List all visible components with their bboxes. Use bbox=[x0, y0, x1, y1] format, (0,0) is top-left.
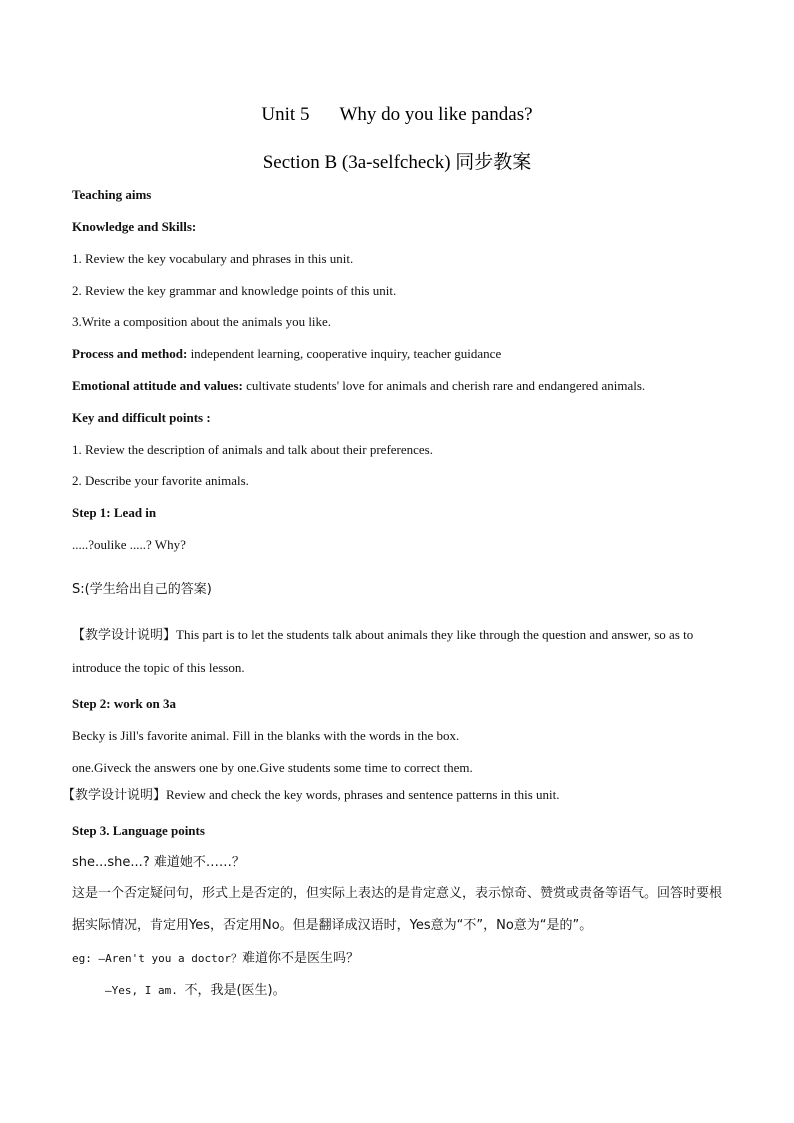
design-note-text: This part is to let the students talk about animals they like through the question and answer, so as to introduce the topic of this lesson. bbox=[72, 627, 694, 675]
knowledge-item: 2. Review the key grammar and knowledge points of this unit. bbox=[72, 283, 397, 298]
example-answer-line bbox=[105, 981, 286, 1000]
example-question-line bbox=[72, 949, 359, 968]
design-note-label: 【教学设计说明】 bbox=[72, 628, 177, 643]
example-label: eg: bbox=[72, 952, 99, 965]
document-subtitle: Section B (3a-selfcheck) 同步教案 bbox=[262, 152, 532, 173]
document-title bbox=[0, 104, 794, 126]
example-answer-translation: 不，我是(医生)。 bbox=[184, 983, 286, 998]
example-answer: —Yes, I am. bbox=[105, 984, 185, 997]
knowledge-item: 1. Review the key vocabulary and phrases in this unit. bbox=[72, 251, 354, 266]
heading-teaching-aims: Teaching aims bbox=[72, 187, 152, 202]
language-point: she...she...? 难道她不……？ bbox=[72, 855, 245, 870]
process-method-text: independent learning, cooperative inquiry, teacher guidance bbox=[187, 346, 502, 361]
step2-line: one.Giveck the answers one by one.Give students some time to correct them. bbox=[72, 760, 473, 775]
heading-knowledge-skills: Knowledge and Skills: bbox=[72, 219, 197, 234]
step2-design-note bbox=[62, 786, 560, 805]
key-point-item: 2. Describe your favorite animals. bbox=[72, 473, 249, 488]
key-point-item: 1. Review the description of animals and talk about their preferences. bbox=[72, 442, 433, 457]
design-note-text: Review and check the key words, phrases and sentence patterns in this unit. bbox=[166, 787, 560, 802]
title-question: Why do you like pandas? bbox=[339, 104, 533, 125]
example-question: —Aren't you a doctor？ bbox=[98, 952, 242, 965]
process-method-label: Process and method: bbox=[72, 346, 188, 361]
emotional-attitude-label: Emotional attitude and values: bbox=[72, 378, 243, 393]
emotional-attitude-line bbox=[72, 377, 645, 395]
step1-prompt: .....?oulike .....? Why? bbox=[72, 537, 186, 552]
step1-design-note bbox=[72, 619, 724, 684]
title-unit: Unit 5 bbox=[261, 104, 310, 125]
heading-step-2: Step 2: work on 3a bbox=[72, 696, 177, 711]
language-point-explanation: 这是一个否定疑问句，形式上是否定的，但实际上表达的是肯定意义，表示惊奇、赞赏或责备等语气。回答时要根据实际情况，肯定用Yes，否定用No。但是翻译成汉语时，Yes意为“不”，No意为“是的”。 bbox=[72, 886, 723, 933]
process-method-line bbox=[72, 345, 501, 363]
heading-key-points: Key and difficult points : bbox=[72, 410, 211, 425]
knowledge-item: 3.Write a composition about the animals you like. bbox=[72, 314, 332, 329]
heading-step-3: Step 3. Language points bbox=[72, 823, 205, 838]
example-question-translation: 难道你不是医生吗？ bbox=[241, 951, 359, 966]
emotional-attitude-text: cultivate students' love for animals and cherish rare and endangered animals. bbox=[242, 378, 646, 393]
heading-step-1: Step 1: Lead in bbox=[72, 505, 157, 520]
step2-line: Becky is Jill's favorite animal. Fill in the blanks with the words in the box. bbox=[72, 728, 460, 743]
design-note-label: 【教学设计说明】 bbox=[62, 788, 167, 803]
step1-answer: S:(学生给出自己的答案) bbox=[72, 582, 212, 597]
